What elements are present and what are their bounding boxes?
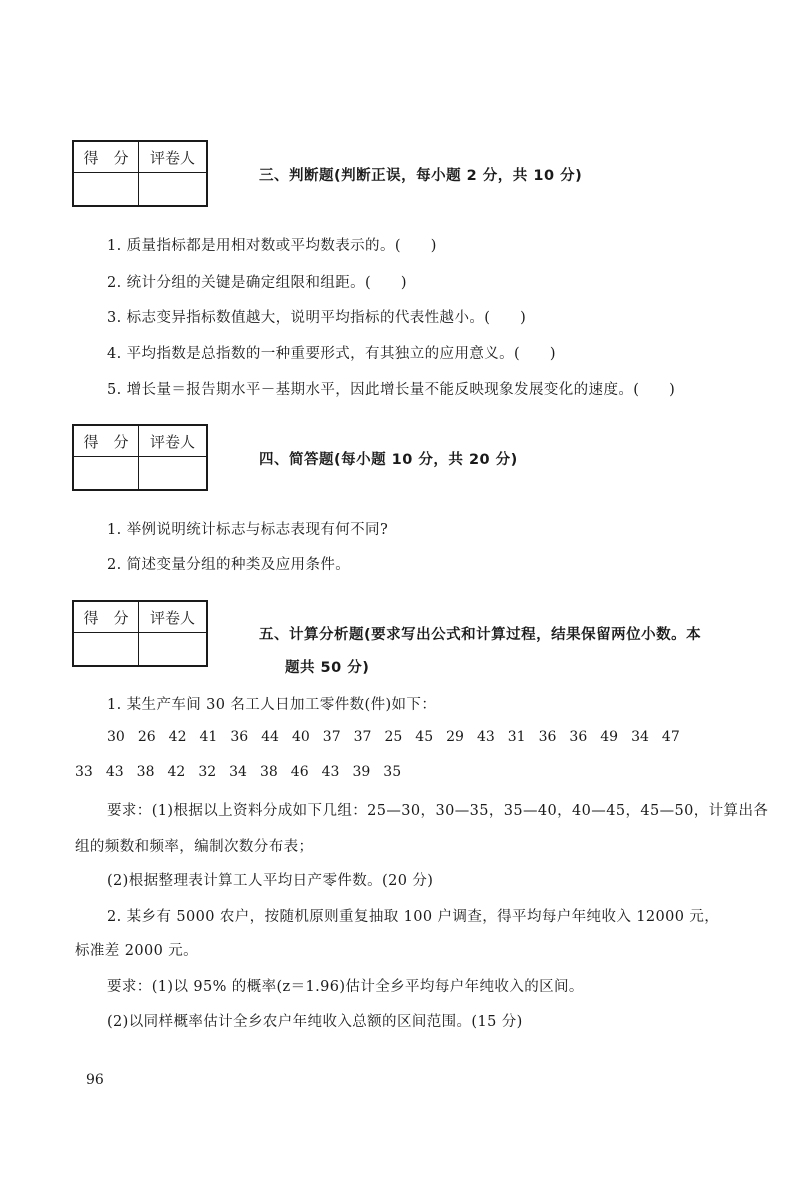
score-cell[interactable] <box>73 457 139 491</box>
section3-item: 4. 平均指数是总指数的一种重要形式，有其独立的应用意义。( ) <box>107 346 556 362</box>
score-label: 得 分 <box>73 141 139 173</box>
section5-title-line1: 五、计算分析题(要求写出公式和计算过程，结果保留两位小数。本 <box>259 627 702 643</box>
data-value: 41 <box>199 729 218 745</box>
data-value: 46 <box>290 764 309 780</box>
data-value: 45 <box>415 729 434 745</box>
q1-intro: 1. 某生产车间 30 名工人日加工零件数(件)如下： <box>107 697 437 713</box>
section3-item: 1. 质量指标都是用相对数或平均数表示的。( ) <box>107 238 437 254</box>
q1-requirement-line2: 组的频数和频率，编制次数分布表； <box>75 839 314 855</box>
data-value: 37 <box>353 729 372 745</box>
data-value: 36 <box>538 729 557 745</box>
data-value: 42 <box>168 729 187 745</box>
data-value: 44 <box>261 729 279 745</box>
q1-values-row2 <box>75 764 414 780</box>
data-value: 43 <box>476 729 495 745</box>
data-value: 38 <box>136 764 155 780</box>
data-value: 34 <box>229 764 247 780</box>
data-value: 31 <box>507 729 526 745</box>
data-value: 42 <box>167 764 186 780</box>
section3-item: 3. 标志变异指标数值越大，说明平均指标的代表性越小。( ) <box>107 310 527 326</box>
score-box <box>72 424 208 491</box>
q1-values-row1 <box>107 729 693 745</box>
section4-item: 1. 举例说明统计标志与标志表现有何不同? <box>107 522 389 538</box>
section3-title: 三、判断题(判断正误，每小题 2 分，共 10 分) <box>259 168 583 184</box>
grader-cell[interactable] <box>139 633 208 667</box>
score-cell[interactable] <box>73 633 139 667</box>
section5-title-line2: 题共 50 分) <box>285 660 370 676</box>
score-label: 得 分 <box>73 425 139 457</box>
score-label: 得 分 <box>73 601 139 633</box>
data-value: 35 <box>383 764 402 780</box>
score-cell[interactable] <box>73 173 139 207</box>
q2-requirement-2: (2)以同样概率估计全乡农户年纯收入总额的区间范围。(15 分) <box>107 1014 523 1030</box>
section4-item: 2. 简述变量分组的种类及应用条件。 <box>107 557 351 573</box>
data-value: 37 <box>322 729 341 745</box>
data-value: 40 <box>291 729 310 745</box>
data-value: 29 <box>446 729 464 745</box>
data-value: 38 <box>259 764 278 780</box>
section3-item: 5. 增长量＝报告期水平－基期水平，因此增长量不能反映现象发展变化的速度。( ) <box>107 382 676 398</box>
q1-requirement-line1: 要求：(1)根据以上资料分成如下几组：25—30，30—35，35—40，40—45，45—50，计算出各 <box>107 803 769 819</box>
q2-requirement-1: 要求：(1)以 95% 的概率(z＝1.96)估计全乡平均每户年纯收入的区间。 <box>107 979 584 995</box>
data-value: 34 <box>631 729 649 745</box>
section3-item: 2. 统计分组的关键是确定组限和组距。( ) <box>107 275 407 291</box>
score-box <box>72 600 208 667</box>
q2-line2: 标准差 2000 元。 <box>75 943 199 959</box>
grader-label: 评卷人 <box>139 425 208 457</box>
q2-line1: 2. 某乡有 5000 农户，按随机原则重复抽取 100 户调查，得平均每户年纯收入 12000 元， <box>107 909 720 925</box>
data-value: 25 <box>384 729 403 745</box>
data-value: 47 <box>661 729 680 745</box>
grader-cell[interactable] <box>139 457 208 491</box>
data-value: 43 <box>105 764 124 780</box>
section4-title: 四、简答题(每小题 10 分，共 20 分) <box>259 452 518 468</box>
grader-cell[interactable] <box>139 173 208 207</box>
page-number: 96 <box>86 1072 104 1088</box>
data-value: 26 <box>137 729 156 745</box>
data-value: 33 <box>75 764 93 780</box>
grader-label: 评卷人 <box>139 601 208 633</box>
data-value: 49 <box>600 729 619 745</box>
data-value: 39 <box>352 764 371 780</box>
data-value: 36 <box>569 729 588 745</box>
data-value: 32 <box>198 764 217 780</box>
score-box <box>72 140 208 207</box>
q1-requirement-2: (2)根据整理表计算工人平均日产零件数。(20 分) <box>107 873 434 889</box>
grader-label: 评卷人 <box>139 141 208 173</box>
data-value: 43 <box>321 764 340 780</box>
data-value: 30 <box>107 729 125 745</box>
data-value: 36 <box>230 729 249 745</box>
